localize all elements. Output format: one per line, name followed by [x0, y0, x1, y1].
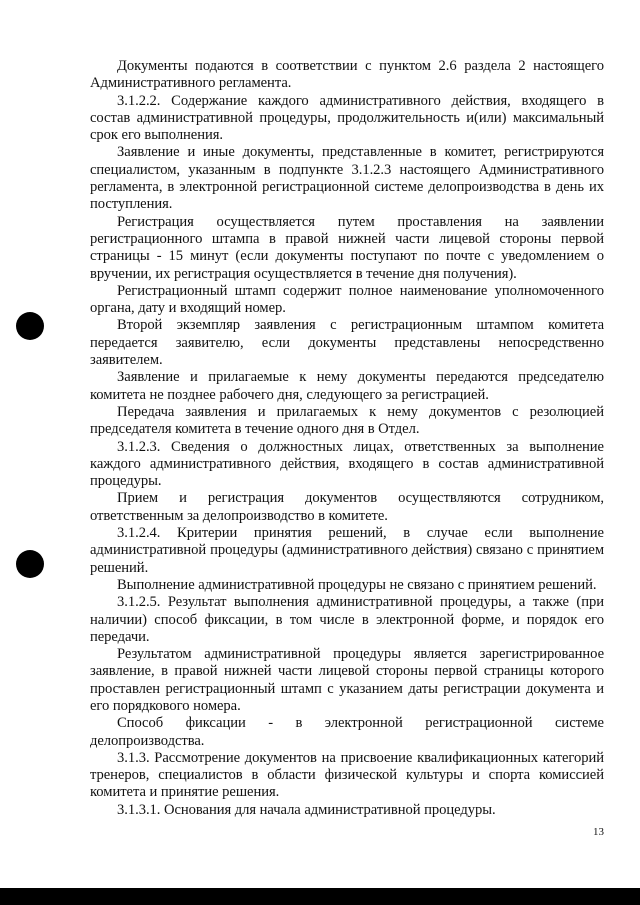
paragraph: 3.1.2.4. Критерии принятия решений, в случае если выполнение административной процедуры (административного действия) связано с принятием решений.: [90, 525, 604, 576]
punch-hole-mark: [16, 550, 44, 578]
paragraph: 3.1.2.5. Результат выполнения административной процедуры, а также (при наличии) способ фиксации, в том числе в электронной форме, и порядок его передачи.: [90, 594, 604, 645]
paragraph: 3.1.2.3. Сведения о должностных лицах, ответственных за выполнение каждого административного действия, входящего в состав административной процедуры.: [90, 438, 604, 490]
paragraph: Прием и регистрация документов осуществляются сотрудником, ответственным за делопроизводство в комитете.: [90, 490, 604, 524]
paragraph: 3.1.3.1. Основания для начала административной процедуры.: [117, 801, 496, 818]
paragraph: 3.1.3. Рассмотрение документов на присвоение квалификационных категорий тренеров, специалистов в области физической культуры и спорта комиссией комитета и принятие решения.: [90, 749, 604, 801]
paragraph: Выполнение административной процедуры не связано с принятием решений.: [117, 576, 597, 593]
document-body: [90, 58, 604, 819]
scan-edge-bar: [0, 888, 640, 905]
paragraph: Заявление и прилагаемые к нему документы передаются председателю комитета не позднее рабочего дня, следующего за регистрацией.: [90, 369, 604, 403]
paragraph: Регистрационный штамп содержит полное наименование уполномоченного органа, дату и входящий номер.: [90, 282, 604, 317]
paragraph: 3.1.2.2. Содержание каждого административного действия, входящего в состав административной процедуры, продолжительность и(или) максимальный срок его выполнения.: [90, 92, 604, 144]
page-number: 13: [593, 826, 604, 838]
paragraph: Второй экземпляр заявления с регистрационным штампом комитета передается заявителю, если документы представлены непосредственно заявителем.: [90, 317, 604, 369]
paragraph: Результатом административной процедуры является зарегистрированное заявление, в правой нижней части лицевой стороны первой страницы которого проставлен регистрационный штамп с указанием даты регистрации документа и его порядкового номера.: [90, 646, 604, 714]
paragraph: Заявление и иные документы, представленные в комитет, регистрируются специалистом, указанным в подпункте 3.1.2.3 настоящего Административного регламента, в электронной регистрационной системе делопроизводства в день их поступления.: [90, 144, 604, 213]
paragraph: Документы подаются в соответствии с пунктом 2.6 раздела 2 настоящего Административного регламента.: [90, 58, 604, 92]
paragraph: Способ фиксации - в электронной регистрационной системе делопроизводства.: [90, 715, 604, 749]
paragraph: Передача заявления и прилагаемых к нему документов с резолюцией председателя комитета в течение одного дня в Отдел.: [90, 403, 604, 438]
punch-hole-mark: [16, 312, 44, 340]
paragraph: Регистрация осуществляется путем проставления на заявлении регистрационного штампа в правой нижней части лицевой стороны первой страницы - 15 минут (если документы поступают по почте с уведомлением о вручении, их регистрация осуществляется в течение дня получения).: [90, 213, 604, 282]
